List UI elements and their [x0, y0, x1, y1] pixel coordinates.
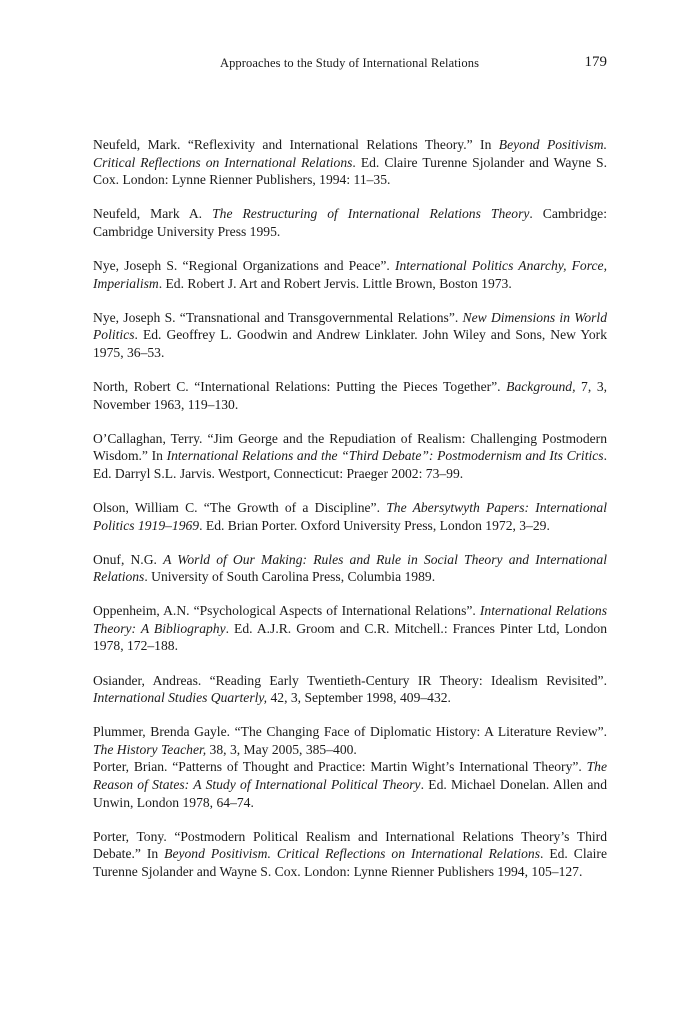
- page-number: 179: [584, 54, 607, 70]
- bibliography-entry: Onuf, N.G. A World of Our Making: Rules and Rule in Social Theory and International Relations. University of South Carolina Press, Columbia 1989.: [93, 551, 607, 585]
- bibliography-entry: Porter, Tony. “Postmodern Political Realism and International Relations Theory’s Third Debate.” In Beyond Positivism. Critical Reflections on International Relations. Ed. Claire Turenne Sjolander and Wayne S. Cox. London: Lynne Rienner Publishers 1994, 105–127.: [93, 828, 607, 879]
- bibliography-entry: Osiander, Andreas. “Reading Early Twentieth-Century IR Theory: Idealism Revisited”. International Studies Quarterly, 42, 3, September 1998, 409–432.: [93, 672, 607, 706]
- bibliography-entry: Plummer, Brenda Gayle. “The Changing Face of Diplomatic History: A Literature Review”. The History Teacher, 38, 3, May 2005, 385–400.: [93, 724, 607, 757]
- bibliography-entry: Neufeld, Mark A. The Restructuring of International Relations Theory. Cambridge: Cambridge University Press 1995.: [93, 206, 607, 239]
- bibliography-entry: Nye, Joseph S. “Regional Organizations and Peace”. International Politics Anarchy, Force, Imperialism. Ed. Robert J. Art and Robert Jervis. Little Brown, Boston 1973.: [93, 257, 607, 291]
- running-head: Approaches to the Study of International Relations: [219, 56, 480, 70]
- bibliography-entry: Nye, Joseph S. “Transnational and Transgovernmental Relations”. New Dimensions in World Politics. Ed. Geoffrey L. Goodwin and Andrew Linklater. John Wiley and Sons, New York 1975, 36–53.: [93, 309, 607, 360]
- bibliography-entry: Oppenheim, A.N. “Psychological Aspects of International Relations”. International Relations Theory: A Bibliography. Ed. A.J.R. Groom and C.R. Mitchell.: Frances Pinter Ltd, London 1978, 172–188.: [93, 603, 607, 654]
- bibliography-entry: Neufeld, Mark. “Reflexivity and International Relations Theory.” In Beyond Positivism. Critical Reflections on International Relations. Ed. Claire Turenne Sjolander and Wayne S. Cox. London: Lynne Rienner Publishers, 1994: 11–35.: [93, 137, 608, 188]
- bibliography-list: [93, 136, 607, 897]
- page-header: [92, 54, 607, 76]
- bibliography-entry: North, Robert C. “International Relations: Putting the Pieces Together”. Background, 7, 3, November 1963, 119–130.: [93, 378, 608, 412]
- bibliography-entry: Olson, William C. “The Growth of a Discipline”. The Abersytwyth Papers: International Politics 1919–1969. Ed. Brian Porter. Oxford University Press, London 1972, 3–29.: [93, 499, 607, 533]
- bibliography-entry: O’Callaghan, Terry. “Jim George and the Repudiation of Realism: Challenging Postmodern Wisdom.” In International Relations and the “Third Debate”: Postmodernism and Its Critics. Ed. Darryl S.L. Jarvis. Westport, Connecticut: Praeger 2002: 73–99.: [93, 430, 607, 481]
- bibliography-entry: Porter, Brian. “Patterns of Thought and Practice: Martin Wight’s International Theory”. The Reason of States: A Study of International Political Theory. Ed. Michael Donelan. Allen and Unwin, London 1978, 64–74.: [93, 759, 607, 810]
